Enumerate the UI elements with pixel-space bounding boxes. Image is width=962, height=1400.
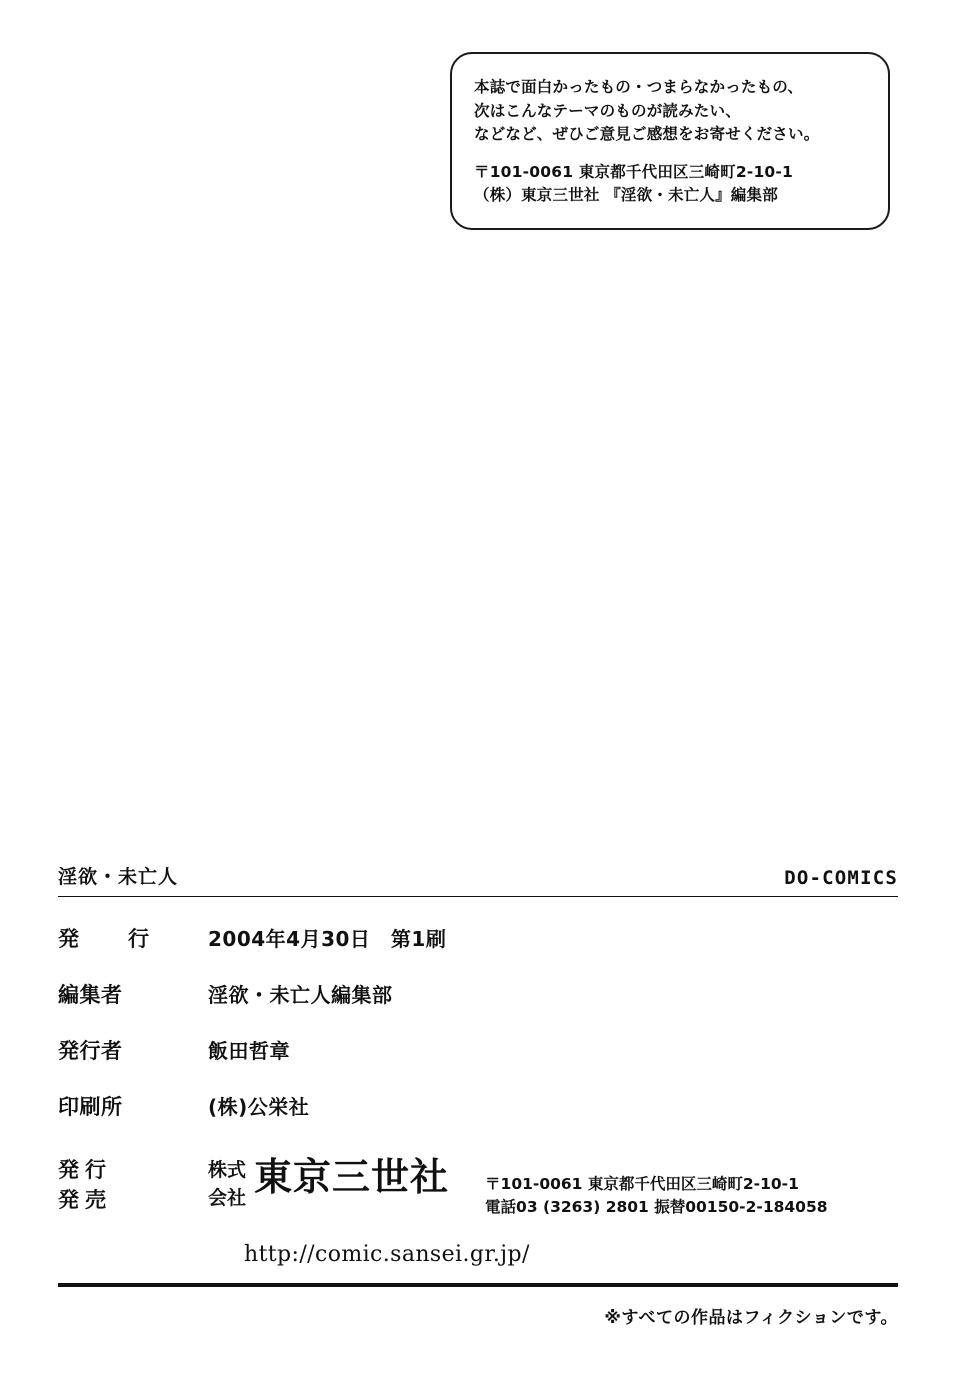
publisher-label	[58, 1155, 208, 1216]
publisher-address: 〒101-0061 東京都千代田区三崎町2-10-1	[485, 1175, 799, 1193]
meta-value-printer: (株)公栄社	[208, 1095, 310, 1119]
meta-label-printer: 印刷所	[58, 1095, 123, 1119]
callout-line-1: 本誌で面白かったもの・つまらなかったもの、	[474, 78, 804, 96]
publisher-label-line-2: 発売	[58, 1188, 112, 1213]
colophon-meta-list	[58, 923, 898, 1121]
meta-label-editor: 編集者	[58, 983, 123, 1007]
colophon-title-row	[58, 862, 898, 896]
publisher-phone: 電話03 (3263) 2801 振替00150-2-184058	[485, 1198, 828, 1217]
meta-row-publication	[58, 923, 898, 953]
meta-label-publication: 発 行	[58, 927, 163, 951]
publisher-label-line-1: 発行	[58, 1158, 112, 1182]
feedback-callout	[450, 52, 890, 230]
callout-line-3: などなど、ぜひご意見ご感想をお寄せください。	[474, 125, 820, 144]
publisher-corporate-prefix	[208, 1155, 246, 1212]
publisher-corporate-prefix-line-1: 株式	[208, 1159, 247, 1181]
publisher-corporate-prefix-line-2: 会社	[208, 1186, 247, 1209]
meta-value-publisher-person: 飯田哲章	[208, 1039, 290, 1063]
meta-value-editor: 淫欲・未亡人編集部	[208, 983, 393, 1007]
book-title: 淫欲・未亡人	[58, 866, 179, 888]
meta-label-publisher-person: 発行者	[58, 1039, 123, 1063]
divider-bottom	[58, 1283, 898, 1287]
meta-value-publication: 2004年4月30日 第1刷	[208, 927, 447, 951]
publisher-url[interactable]: http://comic.sansei.gr.jp/	[244, 1241, 530, 1267]
meta-row-publisher-person	[58, 1035, 898, 1065]
imprint-brand: DO-COMICS	[784, 867, 898, 889]
callout-line-2: 次はこんなテーマのものが読みたい、	[474, 101, 741, 120]
meta-row-editor	[58, 979, 898, 1009]
divider-top	[58, 896, 898, 897]
callout-address-line-2: （株）東京三世社 『淫欲・未亡人』編集部	[474, 186, 778, 205]
publisher-contact	[485, 1155, 828, 1220]
publisher-block	[58, 1155, 898, 1220]
callout-address-line-1: 〒101-0061 東京都千代田区三崎町2-10-1	[474, 162, 794, 181]
publisher-name: 東京三世社	[254, 1155, 450, 1199]
meta-row-printer	[58, 1091, 898, 1121]
fiction-disclaimer: ※すべての作品はフィクションです。	[604, 1307, 898, 1328]
colophon	[58, 862, 898, 1328]
callout-spacer	[474, 147, 868, 161]
